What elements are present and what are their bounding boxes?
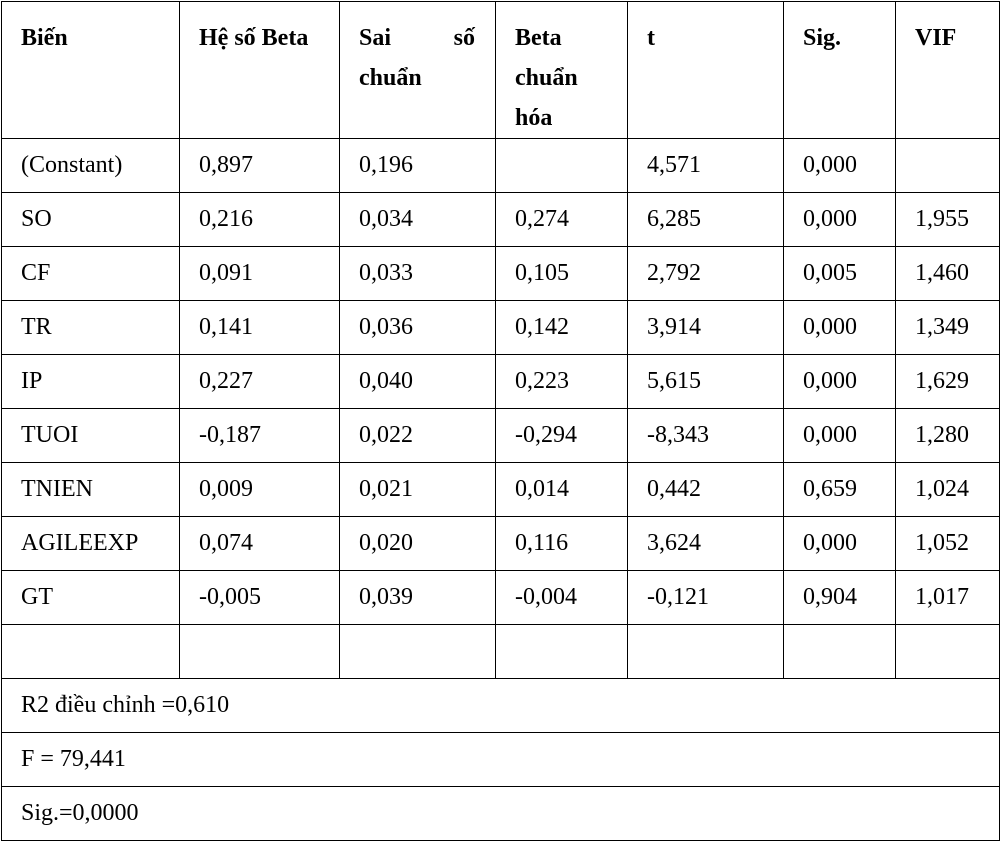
empty-cell <box>628 625 784 679</box>
cell-bien: TUOI <box>2 409 180 463</box>
cell-beta: -0,005 <box>180 571 340 625</box>
table-row <box>2 301 1000 355</box>
cell-vif: 1,629 <box>896 355 1000 409</box>
cell-sig: 0,005 <box>784 247 896 301</box>
table-row <box>2 517 1000 571</box>
cell-beta: 0,227 <box>180 355 340 409</box>
cell-beta: 0,091 <box>180 247 340 301</box>
cell-beta: 0,141 <box>180 301 340 355</box>
cell-se: 0,020 <box>340 517 496 571</box>
cell-se: 0,022 <box>340 409 496 463</box>
table-row <box>2 139 1000 193</box>
table-row <box>2 571 1000 625</box>
cell-sig: 0,659 <box>784 463 896 517</box>
empty-cell <box>180 625 340 679</box>
empty-cell <box>340 625 496 679</box>
header-bien: Biến <box>2 2 180 139</box>
cell-se: 0,040 <box>340 355 496 409</box>
cell-std-beta: 0,116 <box>496 517 628 571</box>
header-sai-word: Sai <box>359 25 392 51</box>
header-sai-so-chuan <box>340 2 496 139</box>
cell-std-beta: -0,004 <box>496 571 628 625</box>
cell-t: -8,343 <box>628 409 784 463</box>
cell-t: 6,285 <box>628 193 784 247</box>
cell-t: -0,121 <box>628 571 784 625</box>
cell-std-beta: 0,142 <box>496 301 628 355</box>
table-row <box>2 355 1000 409</box>
cell-vif: 1,052 <box>896 517 1000 571</box>
cell-bien: AGILEEXP <box>2 517 180 571</box>
empty-cell <box>896 625 1000 679</box>
cell-se: 0,036 <box>340 301 496 355</box>
cell-bien: TR <box>2 301 180 355</box>
cell-bien: CF <box>2 247 180 301</box>
cell-t: 0,442 <box>628 463 784 517</box>
empty-cell <box>784 625 896 679</box>
header-t: t <box>628 2 784 139</box>
cell-bien: SO <box>2 193 180 247</box>
cell-t: 5,615 <box>628 355 784 409</box>
cell-sig: 0,000 <box>784 517 896 571</box>
cell-vif: 1,017 <box>896 571 1000 625</box>
cell-bien: TNIEN <box>2 463 180 517</box>
cell-se: 0,021 <box>340 463 496 517</box>
cell-bien: GT <box>2 571 180 625</box>
cell-beta: 0,009 <box>180 463 340 517</box>
cell-bien: (Constant) <box>2 139 180 193</box>
cell-sig: 0,000 <box>784 409 896 463</box>
table-row <box>2 193 1000 247</box>
table-row <box>2 247 1000 301</box>
empty-cell <box>496 625 628 679</box>
cell-t: 3,914 <box>628 301 784 355</box>
summary-row-sig <box>2 787 1000 841</box>
cell-bien: IP <box>2 355 180 409</box>
cell-se: 0,196 <box>340 139 496 193</box>
summary-row-f <box>2 733 1000 787</box>
adjusted-r2: R2 điều chỉnh =0,610 <box>2 679 1000 733</box>
cell-std-beta: 0,223 <box>496 355 628 409</box>
cell-sig: 0,000 <box>784 193 896 247</box>
cell-vif <box>896 139 1000 193</box>
header-vif: VIF <box>896 2 1000 139</box>
cell-beta: 0,897 <box>180 139 340 193</box>
cell-t: 3,624 <box>628 517 784 571</box>
header-beta-chuan-hoa: Beta chuẩn hóa <box>496 2 628 139</box>
cell-sig: 0,904 <box>784 571 896 625</box>
cell-t: 2,792 <box>628 247 784 301</box>
cell-beta: 0,074 <box>180 517 340 571</box>
empty-cell <box>2 625 180 679</box>
cell-sig: 0,000 <box>784 139 896 193</box>
cell-t: 4,571 <box>628 139 784 193</box>
cell-se: 0,034 <box>340 193 496 247</box>
cell-beta: -0,187 <box>180 409 340 463</box>
f-statistic: F = 79,441 <box>2 733 1000 787</box>
cell-vif: 1,280 <box>896 409 1000 463</box>
regression-table <box>1 1 1000 841</box>
header-so-word: số <box>453 25 475 51</box>
cell-sig: 0,000 <box>784 301 896 355</box>
header-row <box>2 2 1000 139</box>
cell-vif: 1,349 <box>896 301 1000 355</box>
cell-se: 0,033 <box>340 247 496 301</box>
cell-vif: 1,460 <box>896 247 1000 301</box>
cell-beta: 0,216 <box>180 193 340 247</box>
model-significance: Sig.=0,0000 <box>2 787 1000 841</box>
cell-std-beta: 0,105 <box>496 247 628 301</box>
empty-row <box>2 625 1000 679</box>
header-he-so-beta: Hệ số Beta <box>180 2 340 139</box>
header-sig: Sig. <box>784 2 896 139</box>
table-row <box>2 463 1000 517</box>
table-row <box>2 409 1000 463</box>
cell-std-beta: 0,014 <box>496 463 628 517</box>
cell-se: 0,039 <box>340 571 496 625</box>
header-sai-so-line1 <box>359 18 495 58</box>
summary-row-r2 <box>2 679 1000 733</box>
cell-vif: 1,024 <box>896 463 1000 517</box>
cell-std-beta <box>496 139 628 193</box>
cell-std-beta: -0,294 <box>496 409 628 463</box>
header-chuan-word: chuẩn <box>359 65 422 91</box>
cell-std-beta: 0,274 <box>496 193 628 247</box>
cell-sig: 0,000 <box>784 355 896 409</box>
cell-vif: 1,955 <box>896 193 1000 247</box>
